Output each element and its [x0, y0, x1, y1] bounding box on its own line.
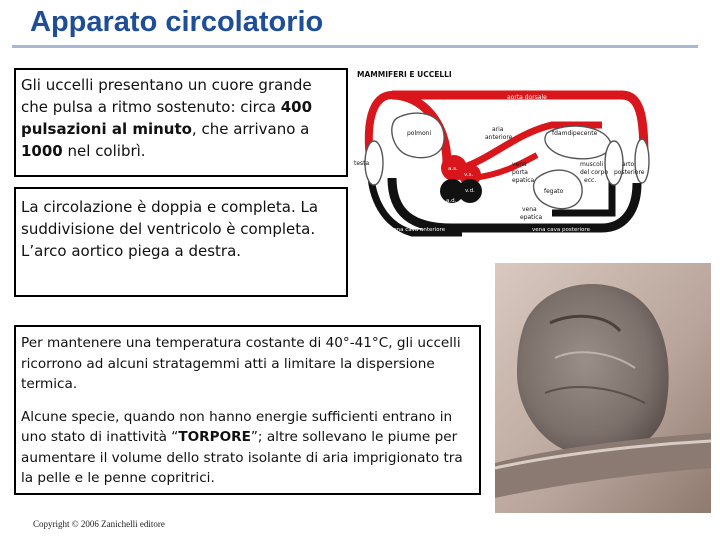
page-title: Apparato circolatorio — [30, 6, 324, 38]
label-anteriore: anteriore — [485, 134, 513, 141]
thermoregulation-para-1: Per mantenere una temperatura costante di 40°-41°C, gli uccelli ricorrono ad alcuni stratagemmi atti a limitare la dispersione termica. — [21, 335, 461, 392]
label-vena-epatica-1: vena — [522, 206, 537, 213]
title-underline — [12, 45, 698, 48]
heart-rate-text-part1: Gli uccelli presentano un cuore grande che pulsa a ritmo sostenuto: circa — [21, 76, 312, 116]
heart-rate-text-part2: , che arrivano a — [191, 120, 310, 138]
label-muscoli: muscoli — [580, 161, 604, 168]
label-posteriore: posteriore — [614, 169, 645, 176]
torpor-text-a: Alcune specie, quando non hanno energie sufficienti entrano in uno stato di inattività “ — [21, 408, 453, 445]
label-epatica: epatica — [512, 177, 535, 184]
label-vena-cava-anteriore: vena cava anteriore — [390, 227, 446, 233]
text-box-heart-rate — [14, 68, 348, 177]
label-arto: arto — [622, 161, 635, 168]
label-ad: a.d. — [446, 198, 457, 204]
label-porta: porta — [512, 169, 528, 176]
label-testa: testa — [354, 160, 370, 167]
label-as: a.s. — [448, 166, 458, 172]
torpor-text-b: ”; altre sollevano le piume per aumentare il volume dello strato isolante di aria imprigionato tra la pelle e le penne copritrici. — [21, 429, 463, 486]
label-vena-cava-posteriore: vena cava posteriore — [532, 227, 590, 233]
copyright-notice: Copyright © 2006 Zanichelli editore — [33, 519, 165, 529]
label-polmoni: polmoni — [407, 130, 432, 137]
text-box-thermoregulation — [14, 325, 481, 495]
label-ecc: ecc. — [584, 177, 597, 184]
heart-rate-text-part3: nel colibrì. — [62, 142, 146, 160]
circulation-text: La circolazione è doppia e completa. La suddivisione del ventricolo è completa. L’arco aortico piega a destra. — [21, 198, 319, 260]
label-fegato-top: fdamdipecente — [552, 130, 598, 137]
label-del-corpo: del corpo — [580, 169, 608, 176]
thermoregulation-para-2 — [21, 407, 475, 489]
text-box-circulation — [14, 187, 348, 297]
label-fegato: fegato — [544, 188, 564, 195]
heart-rate-bold-pulsations: 400 pulsazioni al minuto — [21, 98, 313, 138]
label-aria: aria — [492, 126, 504, 133]
label-vd: v.d. — [465, 188, 475, 194]
label-aorta-dorsale: aorta dorsale — [507, 94, 547, 101]
label-vs: v.s. — [464, 172, 474, 178]
label-vena-epatica-2: epatica — [520, 214, 543, 221]
diagram-heading: MAMMIFERI E UCCELLI — [357, 70, 452, 79]
torpor-bold: TORPORE — [178, 429, 251, 445]
circulation-diagram — [352, 63, 650, 253]
label-vena: vena — [512, 161, 527, 168]
heart-rate-text — [21, 74, 342, 162]
bird-photo — [495, 263, 711, 513]
heart-rate-bold-1000: 1000 — [21, 142, 63, 160]
